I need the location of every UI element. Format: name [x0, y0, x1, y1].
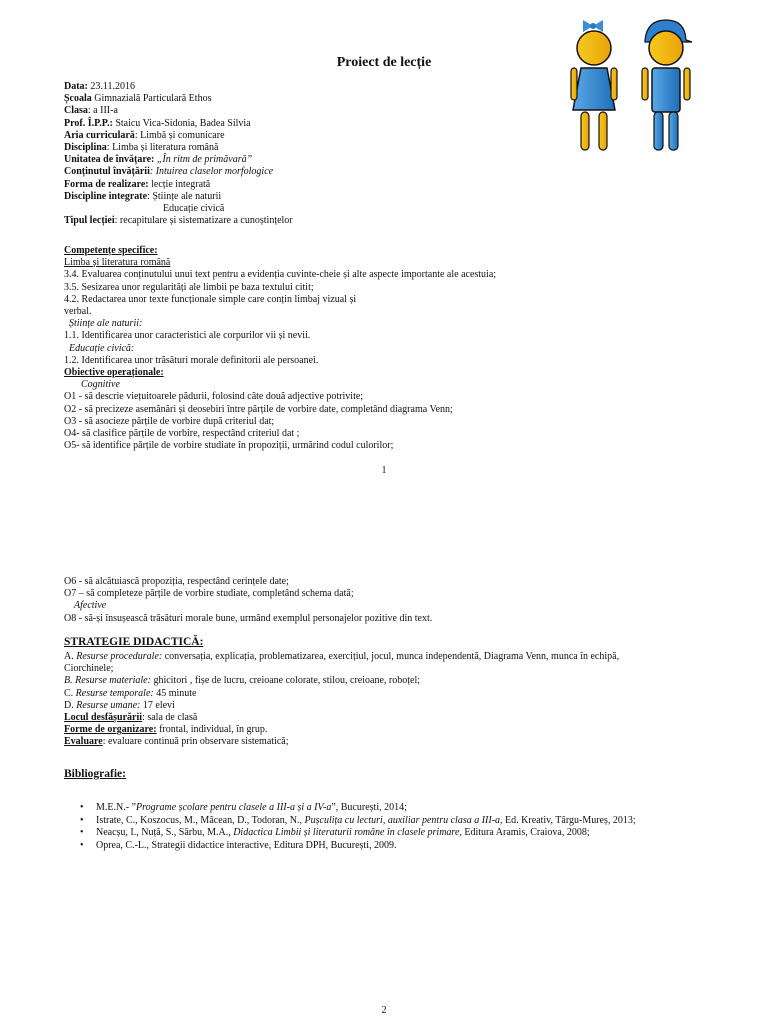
page-title: Proiect de lecție: [336, 55, 432, 70]
competence-item: 3.5. Sesizarea unor regularități ale limbii pe baza textului citit;: [64, 281, 314, 293]
objective-item: O8 - să-și însușească trăsături morale bune, urmând exemplul personajelor pozitive din text.: [64, 612, 433, 624]
page-number: 1: [381, 465, 387, 476]
bibliography-item: • Oprea, C.-L., Strategii didactice interactive, Editura DPH, București, 2009.: [80, 840, 397, 852]
bullet-icon: •: [80, 814, 84, 826]
evaluation: Evaluare: evaluare continuă prin observare sistematică;: [64, 736, 289, 748]
strategy-section: [64, 651, 744, 749]
objectives-continued: [64, 576, 744, 625]
objective-item: O7 – să completeze părțile de vorbire studiate, completând schema dată;: [64, 588, 354, 600]
header-integrated-disciplines: Discipline integrate: Științe ale naturii: [64, 190, 222, 202]
header-discipline: Disciplina: Limba și literatura română: [64, 142, 219, 154]
header-unit: Unitatea de învățare: „În ritm de primăvară”: [64, 154, 253, 166]
romanian-heading: Limba și literatura română: [64, 257, 171, 269]
bibliography-item: • M.E.N.- ”Programe școlare pentru clasele a III-a și a IV-a”, București, 2014;: [80, 802, 407, 813]
objective-item: O6 - să alcătuiască propoziția, respectând cerințele date;: [64, 576, 289, 587]
material-resources: B. Resurse materiale: ghicitori , fișe de lucru, creioane colorate, stilou, creioane, roboțel;: [64, 675, 420, 687]
objectives-title: Obiective operaționale:: [64, 367, 164, 379]
bibliography-title: Bibliografie:: [64, 768, 126, 780]
organization-forms: Forme de organizare: frontal, individual, în grup.: [64, 724, 268, 736]
procedural-resources-cont: Ciorchinele;: [64, 663, 114, 675]
header-class: Clasa: a III-a: [64, 105, 118, 117]
objective-item: O5- să identifice părțile de vorbire studiate în propoziții, urmărind codul culorilor;: [64, 440, 394, 452]
time-resources: C. Resurse temporale: 45 minute: [64, 687, 197, 699]
science-heading: Științe ale naturii:: [69, 318, 143, 330]
bibliography-item: • Neacșu, I., Nuță, S., Sârbu, M.A., Didactica Limbii și literaturii române în clasele primare, Editura Aramis, Craiova, 2008;: [80, 827, 590, 839]
objective-item: O4- să clasifice părțile de vorbire, respectând criteriul dat ;: [64, 428, 300, 440]
header-content: Conținutul învățării: Intuirea claselor morfologice: [64, 166, 274, 178]
header-date: Data: 23.11.2016: [64, 81, 136, 92]
strategy-title: STRATEGIE DIDACTICĂ:: [64, 636, 204, 648]
bullet-icon: •: [80, 840, 84, 852]
civic-heading: Educație civică:: [69, 342, 135, 354]
header-form: Forma de realizare: lecție integrată: [64, 178, 211, 190]
objective-item: O1 - să descrie viețuitoarele pădurii, folosind câte două adjective potrivite;: [64, 391, 364, 403]
competences-section: [64, 245, 744, 452]
location: Locul desfășurării: sala de clasă: [64, 712, 198, 724]
human-resources: D. Resurse umane: 17 elevi: [64, 699, 175, 711]
page-number: 2: [381, 1005, 387, 1016]
competence-item: 4.2. Redactarea unor texte funcționale simple care conțin limbaj vizual și: [64, 293, 357, 305]
competence-item: 3.4. Evaluarea conținutului unui text pentru a evidenția cuvinte-cheie și alte aspecte importante ale acestuia;: [64, 269, 497, 281]
header-integrated-disciplines-2: Educație civică: [163, 203, 225, 215]
header-lesson-type: Tipul lecției: recapitulare și sistematizare a cunoștințelor: [64, 215, 293, 227]
competences-title: Competențe specifice:: [64, 245, 158, 256]
lesson-header: [64, 81, 744, 227]
objective-item: O3 - să asocieze părțile de vorbire după criteriul dat;: [64, 415, 275, 427]
bullet-icon: •: [80, 802, 84, 813]
header-curricular-area: Aria curriculară: Limbă și comunicare: [64, 129, 225, 141]
affective-heading: Afective: [74, 600, 107, 612]
header-teachers: Prof. Î.P.P.: Staicu Vica-Sidonia, Badea Silvia: [64, 117, 251, 129]
competence-item: 1.1. Identificarea unor caracteristici ale corpurilor vii și nevii.: [64, 330, 311, 342]
bibliography-list: [64, 802, 636, 853]
bibliography-item: • Istrate, C., Koszocus, M., Mâcean, D., Todoran, N., Pușculița cu lecturi, auxiliar pentru clasa a III-a, Ed. Kreativ, Târgu-Mureș, 2013;: [80, 814, 636, 826]
bullet-icon: •: [80, 827, 84, 839]
procedural-resources: A. Resurse procedurale: conversația, explicația, problematizarea, exercițiul, jocul, munca independentă, Diagrama Venn, munca în echipă,: [64, 651, 620, 662]
competence-item: 1.2. Identificarea unor trăsături morale definitorii ale persoanei.: [64, 354, 319, 366]
header-school: Școala Gimnazială Particulară Ethos: [64, 93, 212, 105]
competence-item: verbal.: [64, 306, 92, 318]
cognitive-heading: Cognitive: [81, 379, 120, 391]
objective-item: O2 - să precizeze asemănări și deosebiri între părțile de vorbire date, completând diagrama Venn;: [64, 403, 453, 415]
